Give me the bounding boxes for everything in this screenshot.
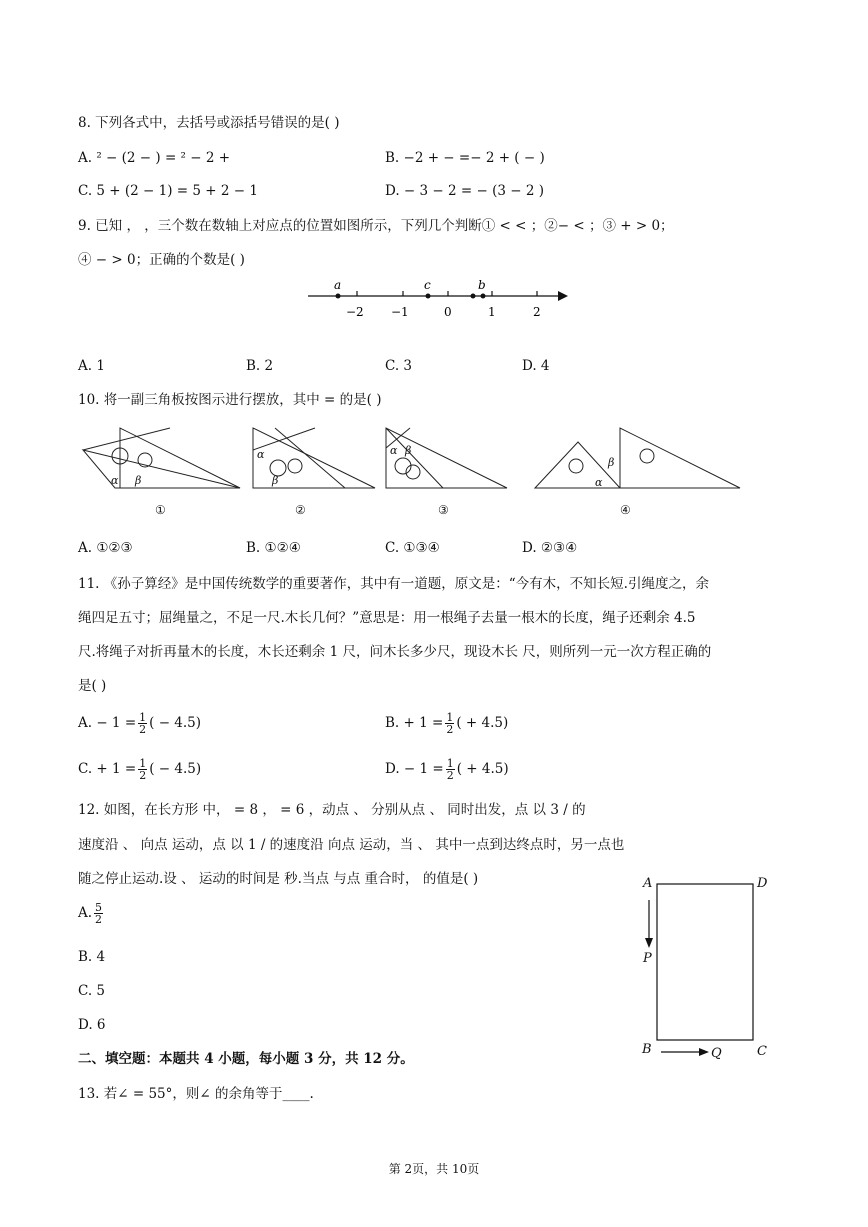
tick-2: 2 (533, 305, 541, 319)
svg-text:B: B (642, 1042, 652, 1057)
page-footer: 第 2页，共 10页 (388, 1162, 480, 1176)
q12-option-a: A. $\frac{5}{2}$ (78, 901, 103, 926)
q11-line1: 11. 《孙子算经》是中国传统数学的重要著作，其中有一道题，原文是：“今有木，不知长短.引绳度之，余 (78, 576, 709, 592)
q9-number-line (300, 276, 570, 324)
q11-option-c: C. + 1 = $\frac{1}{2}$ ( − 4.5) (78, 757, 202, 782)
q11-line4: 是( ) (78, 678, 107, 694)
q8-option-c: C. 5 + (2 − 1) = 5 + 2 − 1 (78, 183, 258, 199)
q8-option-a: A. ² − (2 − ) = ² − 2 + (78, 150, 231, 166)
q9-option-a: A. 1 (78, 358, 105, 374)
q10-stem: 10. 将一副三角板按图示进行摆放，其中 = 的是( ) (78, 392, 382, 408)
q10-option-d: D. ②③④ (522, 540, 578, 556)
q10-figures (75, 420, 745, 520)
fig-3-label: ③ (438, 503, 449, 517)
q10-option-c: C. ①③④ (385, 540, 440, 556)
fig-2-label: ② (295, 503, 306, 517)
svg-text:α: α (111, 474, 119, 487)
tick-0: 0 (444, 305, 452, 319)
section-2-heading: 二、填空题：本题共 4 小题，每小题 3 分，共 12 分。 (78, 1051, 414, 1067)
q11-option-d: D. − 1 = $\frac{1}{2}$ ( + 4.5) (385, 757, 509, 782)
svg-text:Q: Q (711, 1046, 722, 1061)
q9-option-c: C. 3 (385, 358, 413, 374)
point-a (336, 294, 341, 299)
q11-line2: 绳四足五寸；屈绳量之，不足一尺.木长几何？”意思是：用一根绳子去量一根木的长度，绳子还剩余 4.5 (78, 610, 696, 626)
q12-option-c: C. 5 (78, 983, 106, 999)
q11-option-b: B. + 1 = $\frac{1}{2}$ ( + 4.5) (385, 711, 509, 736)
svg-text:α: α (390, 444, 398, 457)
label-b: b (478, 278, 486, 292)
tick-1: 1 (488, 305, 496, 319)
q10-option-b: B. ①②④ (246, 540, 301, 556)
q12-option-d: D. 6 (78, 1017, 106, 1033)
svg-text:β: β (135, 474, 142, 487)
point-b (481, 294, 486, 299)
q8-stem: 8. 下列各式中，去括号或添括号错误的是( ) (78, 115, 340, 131)
q9-option-d: D. 4 (522, 358, 550, 374)
svg-text:α: α (595, 476, 603, 489)
q12-line1: 12. 如图，在长方形 中， = 8 ， = 6 ，动点 、 分别从点 、 同时出发，点 以 3 / 的 (78, 802, 586, 818)
svg-text:α: α (257, 448, 265, 461)
tick-neg1: −1 (391, 305, 409, 319)
svg-text:β: β (608, 456, 615, 469)
q11-line3: 尺.将绳子对折再量木的长度，木长还剩余 1 尺，问木长多少尺，现设木长 尺，则所列一元一次方程正确的 (78, 644, 712, 660)
q9-option-b: B. 2 (246, 358, 274, 374)
q9-stem-line1: 9. 已知 ， ，三个数在数轴上对应点的位置如图所示，下列几个判断① < < ；②− < ；③ + > 0； (78, 218, 674, 234)
svg-text:A: A (643, 876, 653, 891)
tick-neg2: −2 (346, 305, 364, 319)
q12-line2: 速度沿 、 向点 运动，点 以 1 / 的速度沿 向点 运动，当 、 其中一点到达终点时，另一点也 (78, 837, 625, 853)
q9-stem-line2: ④ − > 0；正确的个数是( ) (78, 252, 245, 268)
svg-text:P: P (643, 951, 652, 966)
q8-option-b: B. −2 + − =− 2 + ( − ) (385, 150, 545, 166)
q12-rectangle-figure (635, 870, 775, 1065)
q10-option-a: A. ①②③ (78, 540, 133, 556)
svg-text:β: β (405, 444, 412, 457)
q8-option-d: D. − 3 − 2 = − (3 − 2 ) (385, 183, 544, 199)
label-c: c (424, 278, 431, 292)
q11-option-a: A. − 1 = $\frac{1}{2}$ ( − 4.5) (78, 711, 202, 736)
svg-text:C: C (757, 1044, 767, 1059)
fig-1-label: ① (155, 503, 166, 517)
q12-option-b: B. 4 (78, 949, 106, 965)
label-a: a (334, 278, 342, 292)
svg-text:β: β (272, 474, 279, 487)
q12-line3: 随之停止运动.设 、 运动的时间是 秒.当点 与点 重合时， 的值是( ) (78, 871, 479, 887)
q13-stem: 13. 若∠ = 55°，则∠ 的余角等于____. (78, 1086, 314, 1102)
point-c (426, 294, 431, 299)
svg-text:D: D (757, 876, 768, 891)
fig-4-label: ④ (620, 503, 631, 517)
